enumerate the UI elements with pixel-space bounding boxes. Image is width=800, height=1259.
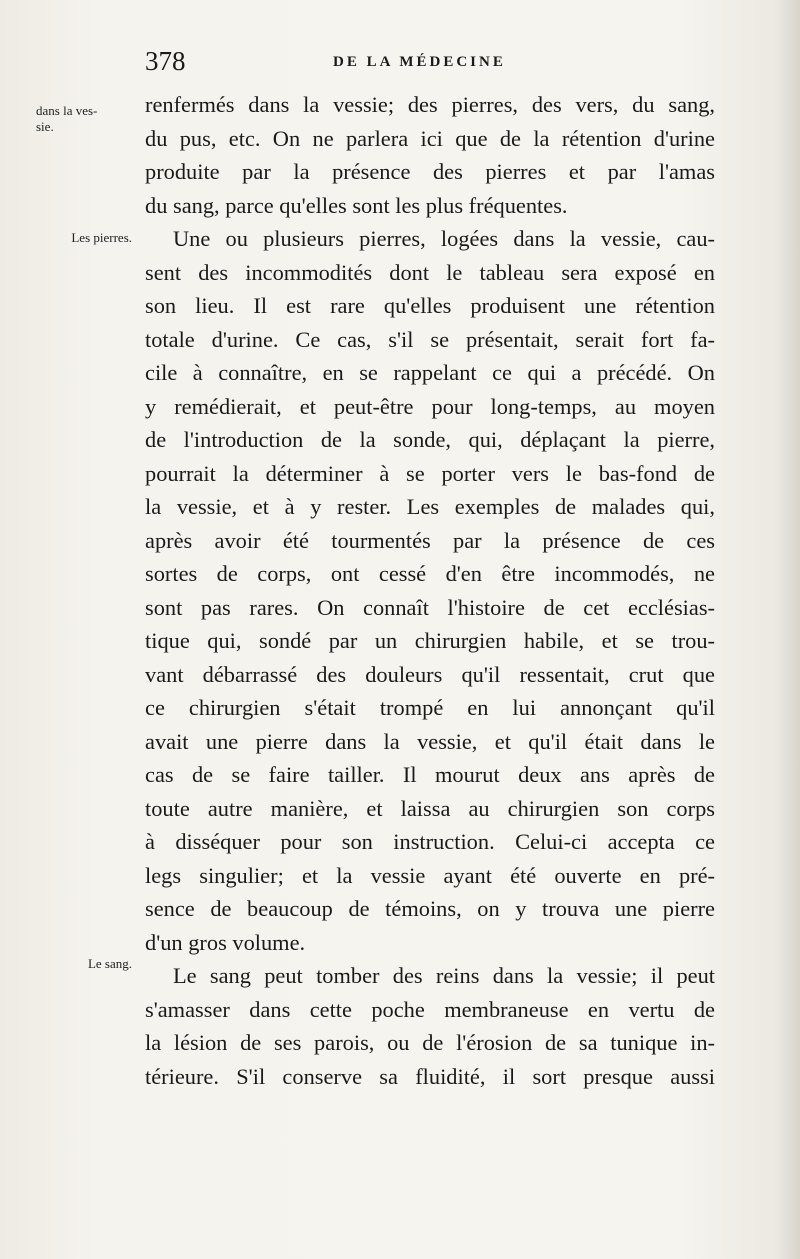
text-line: vant débarrassé des douleurs qu'il ressentait, crut que xyxy=(145,661,715,687)
text-line: avait une pierre dans la vessie, et qu'il était dans le xyxy=(145,728,715,754)
text-line: sont pas rares. On connaît l'histoire de cet ecclésias- xyxy=(145,594,715,620)
text-line: sent des incommodités dont le tableau sera exposé en xyxy=(145,259,715,285)
text-line: la lésion de ses parois, ou de l'érosion de sa tunique in- xyxy=(145,1030,715,1055)
text-line: d'un gros volume. xyxy=(145,929,306,955)
text-line: du sang, parce qu'elles sont les plus fréquentes. xyxy=(145,192,568,218)
page-number: 378 xyxy=(145,46,186,76)
margin-note-sang: Le sang. xyxy=(87,956,132,971)
text-line: produite par la présence des pierres et par l'amas xyxy=(145,159,715,184)
margin-note-vessie: dans la ves- sie. xyxy=(36,103,98,134)
text-line: legs singulier; et la vessie ayant été ouverte en pré- xyxy=(145,862,715,888)
text-line: la vessie, et à y rester. Les exemples de malades qui, xyxy=(145,494,715,519)
text-line: après avoir été tourmentés par la présence de ces xyxy=(145,527,715,553)
text-line: ce chirurgien s'était trompé en lui annonçant qu'il xyxy=(145,695,715,720)
text-line: du pus, etc. On ne parlera ici que de la rétention d'urine xyxy=(145,125,715,151)
text-line: pourrait la déterminer à se porter vers le bas-fond de xyxy=(145,460,715,486)
text-line: Le sang peut tomber des reins dans la vessie; il peut xyxy=(173,963,715,988)
text-line: cas de se faire tailler. Il mourut deux ans après de xyxy=(145,762,715,787)
text-line: Une ou plusieurs pierres, logées dans la vessie, cau- xyxy=(173,226,715,251)
text-line: térieure. S'il conserve sa fluidité, il sort presque aussi xyxy=(145,1063,715,1089)
text-line: cile à connaître, en se rappelant ce qui a précédé. On xyxy=(145,360,715,385)
text-line: s'amasser dans cette poche membraneuse en vertu de xyxy=(145,996,715,1022)
margin-note-pierres: Les pierres. xyxy=(71,230,132,245)
text-line: toute autre manière, et laissa au chirurgien son corps xyxy=(145,795,715,821)
text-line: renfermés dans la vessie; des pierres, des vers, du sang, xyxy=(145,92,715,117)
text-line: de l'introduction de la sonde, qui, déplaçant la pierre, xyxy=(145,427,715,452)
text-line: tique qui, sondé par un chirurgien habile, et se trou- xyxy=(145,628,715,653)
text-line: sortes de corps, ont cessé d'en être incommodés, ne xyxy=(145,561,715,586)
body-text xyxy=(145,88,715,1093)
text-line: à disséquer pour son instruction. Celui-ci accepta ce xyxy=(145,829,715,854)
page-edge-shadow xyxy=(776,0,800,1259)
running-title: DE LA MÉDECINE xyxy=(333,54,506,70)
text-line: y remédierait, et peut-être pour long-temps, au moyen xyxy=(145,393,715,419)
text-line: totale d'urine. Ce cas, s'il se présentait, serait fort fa- xyxy=(145,326,715,352)
page-header xyxy=(145,46,715,78)
text-line: sence de beaucoup de témoins, on y trouva une pierre xyxy=(145,896,715,921)
text-line: son lieu. Il est rare qu'elles produisent une rétention xyxy=(145,293,715,318)
